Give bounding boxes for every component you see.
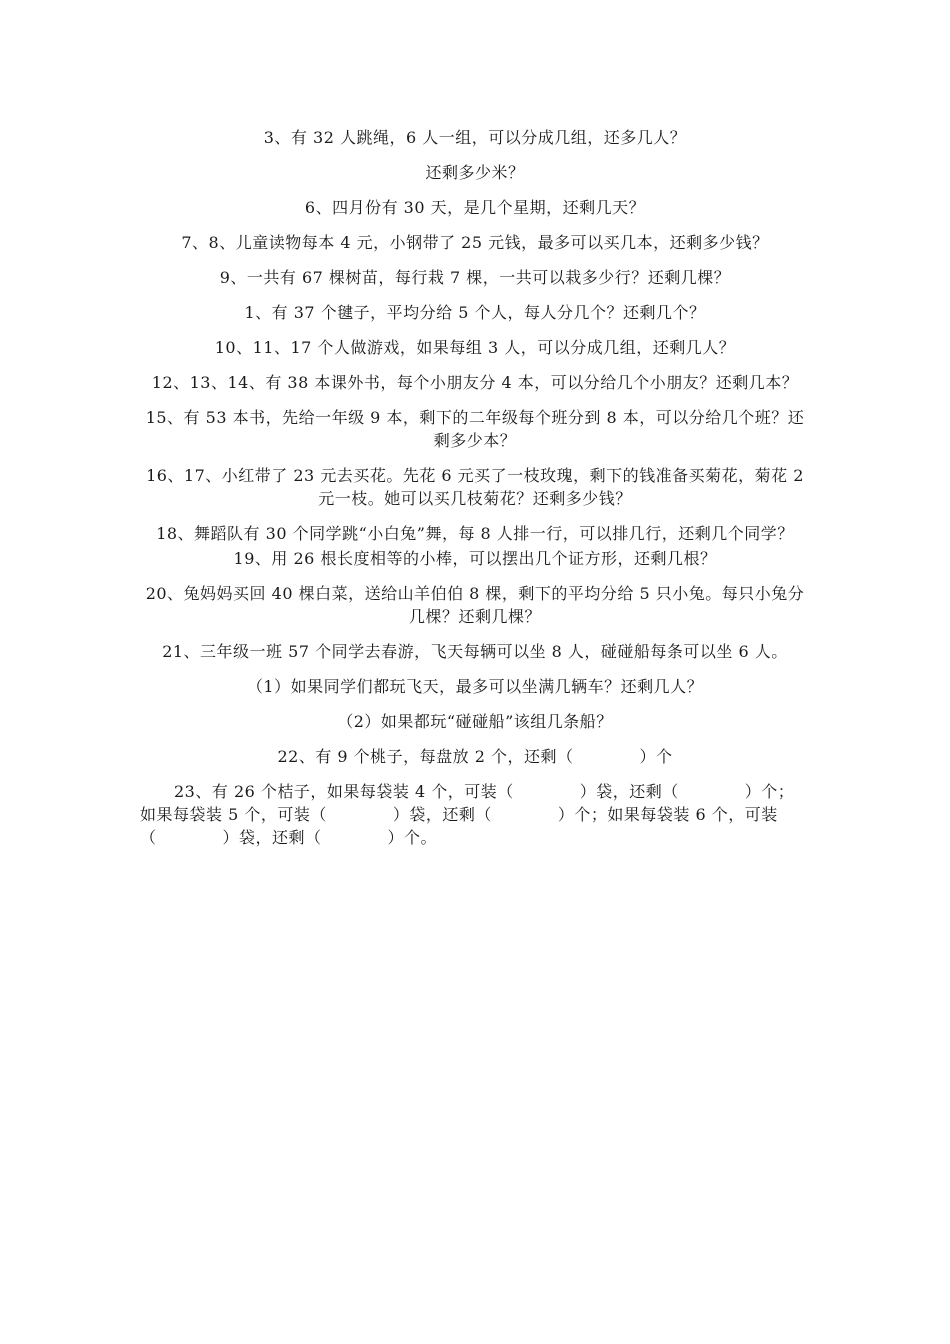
problem-6: 6、四月份有 30 天，是几个星期，还剩几天？	[304, 198, 646, 217]
problem-1: 1、有 37 个毽子，平均分给 5 个人，每人分几个？还剩几个？	[244, 303, 706, 322]
problem-15: 15、有 53 本书，先给一年级 9 本，剩下的二年级每个班分到 8 本，可以分给几个班？还剩多少本？	[145, 408, 805, 450]
problem-3: 3、有 32 人跳绳，6 人一组，可以分成几组，还多几人？	[263, 128, 687, 147]
problem-18: 18、舞蹈队有 30 个同学跳“小白兔”舞，每 8 人排一行，可以排几行，还剩几个同学？	[156, 524, 794, 543]
problem-16-17: 16、17、小红带了 23 元去买花。先花 6 元买了一枝玫瑰，剩下的钱准备买菊花，菊花 2 元一枝。她可以买几枝菊花？还剩多少钱？	[146, 466, 810, 508]
problem-fragment: 还剩多少米？	[425, 163, 525, 182]
worksheet-body	[140, 126, 810, 849]
problem-22: 22、有 9 个桃子，每盘放 2 个，还剩（ ）个	[277, 747, 673, 766]
problem-9: 9、一共有 67 棵树苗，每行栽 7 棵，一共可以栽多少行？还剩几棵？	[219, 268, 731, 287]
problem-20: 20、兔妈妈买回 40 棵白菜，送给山羊伯伯 8 棵，剩下的平均分给 5 只小兔。每只小兔分几棵？还剩几棵？	[145, 584, 805, 626]
problem-21: 21、三年级一班 57 个同学去春游，飞天每辆可以坐 8 人，碰碰船每条可以坐 6 人。	[162, 642, 788, 661]
problem-19: 19、用 26 根长度相等的小棒，可以摆出几个证方形，还剩几根？	[233, 549, 717, 568]
problem-23: 23、有 26 个桔子，如果每袋装 4 个，可装（ ）袋，还剩（ ）个；如果每袋装 5 个，可装（ ）袋，还剩（ ）个；如果每袋装 6 个，可装（ ）袋，还剩（ ）个。	[140, 782, 795, 847]
problem-21-part-1: （1）如果同学们都玩飞天，最多可以坐满几辆车？还剩几人？	[246, 677, 704, 696]
problem-21-part-2: （2）如果都玩“碰碰船”该组几条船？	[337, 712, 613, 731]
problem-7-8: 7、8、儿童读物每本 4 元，小钢带了 25 元钱，最多可以买几本，还剩多少钱？	[181, 233, 769, 252]
problem-12-14: 12、13、14、有 38 本课外书，每个小朋友分 4 本，可以分给几个小朋友？还剩几本？	[151, 373, 799, 392]
problem-10-11: 10、11、17 个人做游戏，如果每组 3 人，可以分成几组，还剩几人？	[214, 338, 736, 357]
